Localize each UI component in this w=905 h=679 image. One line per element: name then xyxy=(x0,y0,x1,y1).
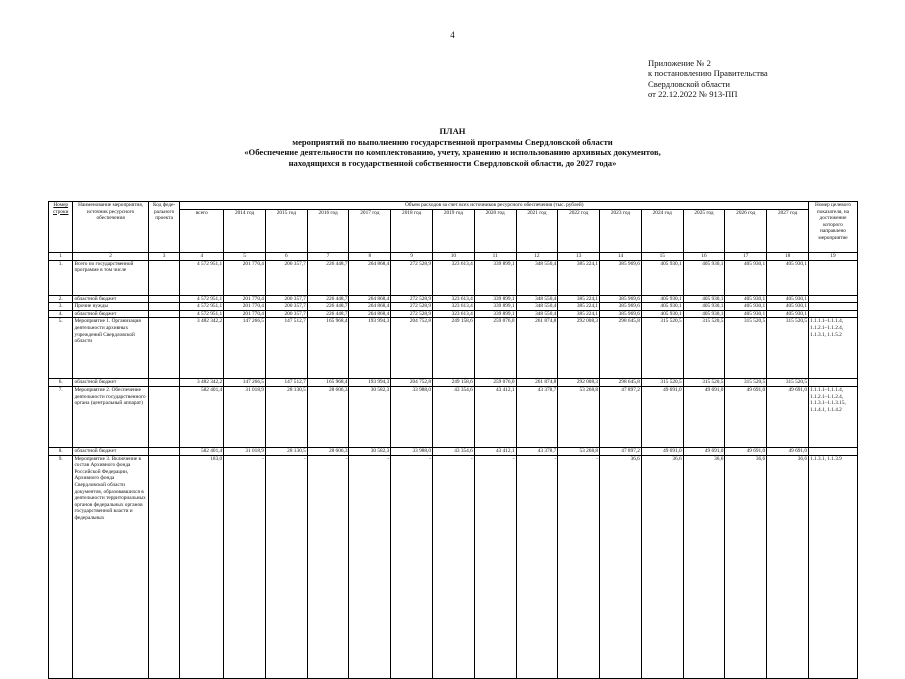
column-index-cell: 15 xyxy=(641,253,683,261)
row-name-cell: областной бюджет xyxy=(73,310,148,318)
header-year: 2023 год xyxy=(600,209,642,252)
column-index-cell: 3 xyxy=(148,253,180,261)
value-cell: 405 930,1 xyxy=(683,295,725,303)
value-cell: 30 582,3 xyxy=(349,447,391,455)
value-cell: 405 930,1 xyxy=(767,295,809,303)
row-name-cell: областной бюджет xyxy=(73,447,148,455)
value-cell: 315 520,5 xyxy=(767,318,809,379)
value-cell: 405 930,1 xyxy=(725,310,767,318)
value-cell: 385 969,6 xyxy=(600,295,642,303)
appendix-line: Свердловской области xyxy=(648,78,731,89)
column-index-cell: 8 xyxy=(349,253,391,261)
title-line: мероприятий по выполнению государственной программы Свердловской области xyxy=(292,136,613,147)
value-cell: 292 008,3 xyxy=(558,318,600,379)
row-name-cell: Прочие нужды xyxy=(73,303,148,311)
value-cell: - xyxy=(516,455,558,678)
row-code-cell xyxy=(148,295,180,303)
value-cell: 405 930,1 xyxy=(641,260,683,295)
value-cell: 348 550,4 xyxy=(516,260,558,295)
value-cell: 264 868,4 xyxy=(349,303,391,311)
appendix-block xyxy=(648,58,768,100)
value-cell: 348 550,4 xyxy=(516,303,558,311)
row-name-cell: областной бюджет xyxy=(73,295,148,303)
row-number-cell: 9. xyxy=(49,455,73,678)
value-cell: 385 224,1 xyxy=(558,260,600,295)
header-year: 2026 год xyxy=(725,209,767,252)
value-cell: 315 520,5 xyxy=(767,379,809,387)
table-row xyxy=(49,260,858,295)
table-row xyxy=(49,447,858,455)
value-cell: 204 752,8 xyxy=(391,379,433,387)
value-cell: - xyxy=(265,455,307,678)
row-target-cell xyxy=(809,310,858,318)
column-index-cell: 1 xyxy=(49,253,73,261)
value-cell: 36,6 xyxy=(641,455,683,678)
row-code-cell xyxy=(148,310,180,318)
row-number-cell: 6. xyxy=(49,379,73,387)
value-cell: 204 752,8 xyxy=(391,318,433,379)
column-index-cell: 6 xyxy=(265,253,307,261)
table-row xyxy=(49,455,858,678)
value-cell: 47 897,2 xyxy=(600,447,642,455)
value-cell: 147 266,5 xyxy=(224,379,266,387)
value-cell: 3 482 342,2 xyxy=(180,318,224,379)
value-cell: 4 572 951,1 xyxy=(180,295,224,303)
value-cell: 165 968,4 xyxy=(307,379,349,387)
value-cell: 28 606,3 xyxy=(307,386,349,447)
value-cell: 405 930,1 xyxy=(683,303,725,311)
value-cell: 339 899,1 xyxy=(474,310,516,318)
value-cell: 201 770,4 xyxy=(224,260,266,295)
value-cell: 49 691,0 xyxy=(767,447,809,455)
header-year: 2019 год xyxy=(433,209,475,252)
value-cell: 226 448,7 xyxy=(307,310,349,318)
value-cell: 33 988,0 xyxy=(391,386,433,447)
value-cell: 49 691,0 xyxy=(641,447,683,455)
value-cell: 315 520,5 xyxy=(683,318,725,379)
appendix-line: к постановлению Правительства xyxy=(648,68,768,79)
column-index-cell: 10 xyxy=(433,253,475,261)
header-code: Код феде-рального проекта xyxy=(148,202,180,253)
row-target-cell xyxy=(809,295,858,303)
row-number-cell: 3. xyxy=(49,303,73,311)
value-cell: 405 930,1 xyxy=(767,310,809,318)
table-row xyxy=(49,303,858,311)
value-cell: 405 930,1 xyxy=(683,260,725,295)
plan-table xyxy=(48,201,858,679)
value-cell: 261 874,8 xyxy=(516,318,558,379)
value-cell: 4 572 951,1 xyxy=(180,310,224,318)
value-cell: 4 572 951,1 xyxy=(180,303,224,311)
value-cell: 43 378,7 xyxy=(516,386,558,447)
row-name-cell: Мероприятие 3. Включение в состав Архивного фонда Российской Федерации, Архивного фонда Свердловской области документов, образовавшихся в деятельности территориальных органов федеральных органов государственной власти и федеральных xyxy=(73,455,148,678)
value-cell: 200 357,7 xyxy=(265,303,307,311)
header-year: 2014 год xyxy=(224,209,266,252)
value-cell: 249 158,6 xyxy=(433,318,475,379)
value-cell: 385 969,6 xyxy=(600,303,642,311)
header-year: 2027 год xyxy=(767,209,809,252)
value-cell: 272 528,9 xyxy=(391,303,433,311)
value-cell: 261 874,8 xyxy=(516,379,558,387)
value-cell: 315 520,5 xyxy=(641,379,683,387)
value-cell: 53 268,8 xyxy=(558,447,600,455)
value-cell: 385 969,6 xyxy=(600,310,642,318)
value-cell: 147 512,7 xyxy=(265,318,307,379)
value-cell: 272 528,9 xyxy=(391,260,433,295)
document-title xyxy=(0,126,905,168)
column-index-cell: 17 xyxy=(725,253,767,261)
row-number-cell: 5. xyxy=(49,318,73,379)
value-cell: 200 357,7 xyxy=(265,295,307,303)
page-number: 4 xyxy=(450,30,455,40)
row-name-cell: Всего по государственной программе в том числе xyxy=(73,260,148,295)
value-cell: 43 412,1 xyxy=(474,447,516,455)
row-target-cell xyxy=(809,260,858,295)
table-row xyxy=(49,386,858,447)
row-code-cell xyxy=(148,447,180,455)
column-index-cell: 13 xyxy=(558,253,600,261)
value-cell: 405 930,1 xyxy=(641,303,683,311)
value-cell: 272 528,9 xyxy=(391,295,433,303)
value-cell: 315 520,5 xyxy=(725,379,767,387)
column-index-cell: 12 xyxy=(516,253,558,261)
header-row-number: Номер строки xyxy=(49,202,73,253)
column-index-cell: 11 xyxy=(474,253,516,261)
value-cell: 405 930,1 xyxy=(767,260,809,295)
header-name: Наименование мероприятия, источник ресурсного обеспечения xyxy=(73,202,148,253)
value-cell: 226 448,7 xyxy=(307,260,349,295)
row-code-cell xyxy=(148,318,180,379)
row-number-cell: 8. xyxy=(49,447,73,455)
value-cell: 249 158,6 xyxy=(433,379,475,387)
value-cell: - xyxy=(224,455,266,678)
value-cell: 315 520,5 xyxy=(641,318,683,379)
value-cell: 28 130,5 xyxy=(265,386,307,447)
row-number-cell: 1. xyxy=(49,260,73,295)
value-cell: 43 378,7 xyxy=(516,447,558,455)
value-cell: 28 130,5 xyxy=(265,447,307,455)
row-name-cell: Мероприятие 1. Организация деятельности архивных учреждений Свердловской области xyxy=(73,318,148,379)
value-cell: 43 354,6 xyxy=(433,447,475,455)
header-year: 2018 год xyxy=(391,209,433,252)
value-cell: 405 930,1 xyxy=(641,310,683,318)
row-target-cell xyxy=(809,379,858,387)
row-number-cell: 7. xyxy=(49,386,73,447)
value-cell: 582 401,4 xyxy=(180,447,224,455)
value-cell: 582 401,4 xyxy=(180,386,224,447)
row-code-cell xyxy=(148,303,180,311)
value-cell: 49 691,0 xyxy=(683,386,725,447)
value-cell: 200 357,7 xyxy=(265,310,307,318)
table-row xyxy=(49,295,858,303)
header-target: Номер целевого показателя, на достижение которого направлено мероприятие xyxy=(809,202,858,253)
value-cell: 323 613,4 xyxy=(433,310,475,318)
row-name-cell: областной бюджет xyxy=(73,379,148,387)
value-cell: 315 520,5 xyxy=(725,318,767,379)
column-index-cell: 18 xyxy=(767,253,809,261)
value-cell: 385 224,1 xyxy=(558,310,600,318)
value-cell: - xyxy=(391,455,433,678)
value-cell: 385 224,1 xyxy=(558,295,600,303)
value-cell: 36,6 xyxy=(725,455,767,678)
value-cell: 53 268,8 xyxy=(558,386,600,447)
column-index-cell: 7 xyxy=(307,253,349,261)
row-code-cell xyxy=(148,386,180,447)
value-cell: 183,0 xyxy=(180,455,224,678)
header-year: 2017 год xyxy=(349,209,391,252)
value-cell: 405 930,1 xyxy=(767,303,809,311)
table-row xyxy=(49,379,858,387)
title-line: «Обеспечение деятельности по комплектованию, учету, хранению и использованию архивных документов, xyxy=(244,147,661,158)
value-cell: 4 572 951,1 xyxy=(180,260,224,295)
appendix-line: от 22.12.2022 № 913-ПП xyxy=(648,89,738,100)
value-cell: 298 645,8 xyxy=(600,318,642,379)
value-cell: - xyxy=(349,455,391,678)
value-cell: 3 482 342,2 xyxy=(180,379,224,387)
row-target-cell xyxy=(809,447,858,455)
header-year: 2021 год xyxy=(516,209,558,252)
row-code-cell xyxy=(148,379,180,387)
value-cell: 165 968,4 xyxy=(307,318,349,379)
row-code-cell xyxy=(148,260,180,295)
value-cell: 264 868,4 xyxy=(349,260,391,295)
value-cell: 31 018,9 xyxy=(224,447,266,455)
value-cell: 298 645,8 xyxy=(600,379,642,387)
value-cell: 323 613,4 xyxy=(433,303,475,311)
value-cell: 49 691,0 xyxy=(725,447,767,455)
value-cell: 49 691,0 xyxy=(725,386,767,447)
value-cell: 323 613,4 xyxy=(433,260,475,295)
row-target-cell xyxy=(809,303,858,311)
title-line: находящихся в государственной собственности Свердловской области, до 2027 года» xyxy=(288,157,617,168)
value-cell: 30 582,3 xyxy=(349,386,391,447)
value-cell: - xyxy=(474,455,516,678)
row-number-cell: 2. xyxy=(49,295,73,303)
value-cell: 47 897,2 xyxy=(600,386,642,447)
value-cell: 339 899,1 xyxy=(474,295,516,303)
header-year: 2024 год xyxy=(641,209,683,252)
value-cell: 339 899,1 xyxy=(474,260,516,295)
header-year: 2022 год xyxy=(558,209,600,252)
value-cell: 193 994,3 xyxy=(349,318,391,379)
row-target-cell: 1.1.1.1–1.1.1.4, 1.1.2.1–1.1.2.4, 1.1.3.1, 1.1.5.2 xyxy=(809,318,858,379)
value-cell: 405 930,1 xyxy=(641,295,683,303)
column-index-row xyxy=(49,253,858,261)
header-year: 2020 год xyxy=(474,209,516,252)
header-year: 2016 год xyxy=(307,209,349,252)
column-index-cell: 5 xyxy=(224,253,266,261)
value-cell: 405 930,1 xyxy=(725,295,767,303)
appendix-line: Приложение № 2 xyxy=(648,58,711,68)
value-cell: 200 357,7 xyxy=(265,260,307,295)
table-row xyxy=(49,310,858,318)
value-cell: 201 770,4 xyxy=(224,310,266,318)
value-cell: 147 266,5 xyxy=(224,318,266,379)
value-cell: 385 969,6 xyxy=(600,260,642,295)
value-cell: 348 550,4 xyxy=(516,295,558,303)
value-cell: 405 930,1 xyxy=(683,310,725,318)
value-cell: 147 512,7 xyxy=(265,379,307,387)
value-cell: 193 994,3 xyxy=(349,379,391,387)
value-cell: 226 448,7 xyxy=(307,303,349,311)
column-index-cell: 9 xyxy=(391,253,433,261)
value-cell: 264 868,4 xyxy=(349,295,391,303)
table-row xyxy=(49,318,858,379)
value-cell: 259 076,0 xyxy=(474,318,516,379)
column-index-cell: 4 xyxy=(180,253,224,261)
header-total: всего xyxy=(180,209,224,252)
header-year: 2015 год xyxy=(265,209,307,252)
value-cell: - xyxy=(558,455,600,678)
value-cell: - xyxy=(433,455,475,678)
value-cell: 36,6 xyxy=(600,455,642,678)
value-cell: 405 930,1 xyxy=(725,260,767,295)
row-target-cell: 1.1.1.1–1.1.1.4, 1.1.2.1–1.1.2.4, 1.1.3.1–1.1.3.15, 1.1.4.1, 1.1.4.2 xyxy=(809,386,858,447)
value-cell: 33 988,0 xyxy=(391,447,433,455)
value-cell: 43 412,1 xyxy=(474,386,516,447)
value-cell: 49 691,0 xyxy=(767,386,809,447)
value-cell: 36,6 xyxy=(767,455,809,678)
value-cell: 43 354,6 xyxy=(433,386,475,447)
value-cell: 323 613,4 xyxy=(433,295,475,303)
value-cell: 348 550,4 xyxy=(516,310,558,318)
value-cell: 315 520,5 xyxy=(683,379,725,387)
column-index-cell: 14 xyxy=(600,253,642,261)
value-cell: 385 224,1 xyxy=(558,303,600,311)
value-cell: - xyxy=(307,455,349,678)
column-index-cell: 19 xyxy=(809,253,858,261)
row-number-cell: 4. xyxy=(49,310,73,318)
header-volume: Объем расходов за счет всех источников ресурсного обеспечения (тыс. рублей) xyxy=(180,202,809,210)
value-cell: 292 008,3 xyxy=(558,379,600,387)
row-code-cell xyxy=(148,455,180,678)
value-cell: 28 606,3 xyxy=(307,447,349,455)
value-cell: 264 868,4 xyxy=(349,310,391,318)
value-cell: 201 770,4 xyxy=(224,295,266,303)
title-line: ПЛАН xyxy=(439,126,466,136)
column-index-cell: 2 xyxy=(73,253,148,261)
value-cell: 405 930,1 xyxy=(725,303,767,311)
header-year: 2025 год xyxy=(683,209,725,252)
row-name-cell: Мероприятие 2. Обеспечение деятельности государственного органа (центральный аппарат) xyxy=(73,386,148,447)
value-cell: 226 448,7 xyxy=(307,295,349,303)
value-cell: 49 691,0 xyxy=(641,386,683,447)
value-cell: 31 018,9 xyxy=(224,386,266,447)
value-cell: 339 899,1 xyxy=(474,303,516,311)
value-cell: 272 528,9 xyxy=(391,310,433,318)
value-cell: 259 076,0 xyxy=(474,379,516,387)
column-index-cell: 16 xyxy=(683,253,725,261)
value-cell: 36,6 xyxy=(683,455,725,678)
value-cell: 49 691,0 xyxy=(683,447,725,455)
row-target-cell: 1.1.3.1, 1.1.3.9 xyxy=(809,455,858,678)
value-cell: 201 770,4 xyxy=(224,303,266,311)
